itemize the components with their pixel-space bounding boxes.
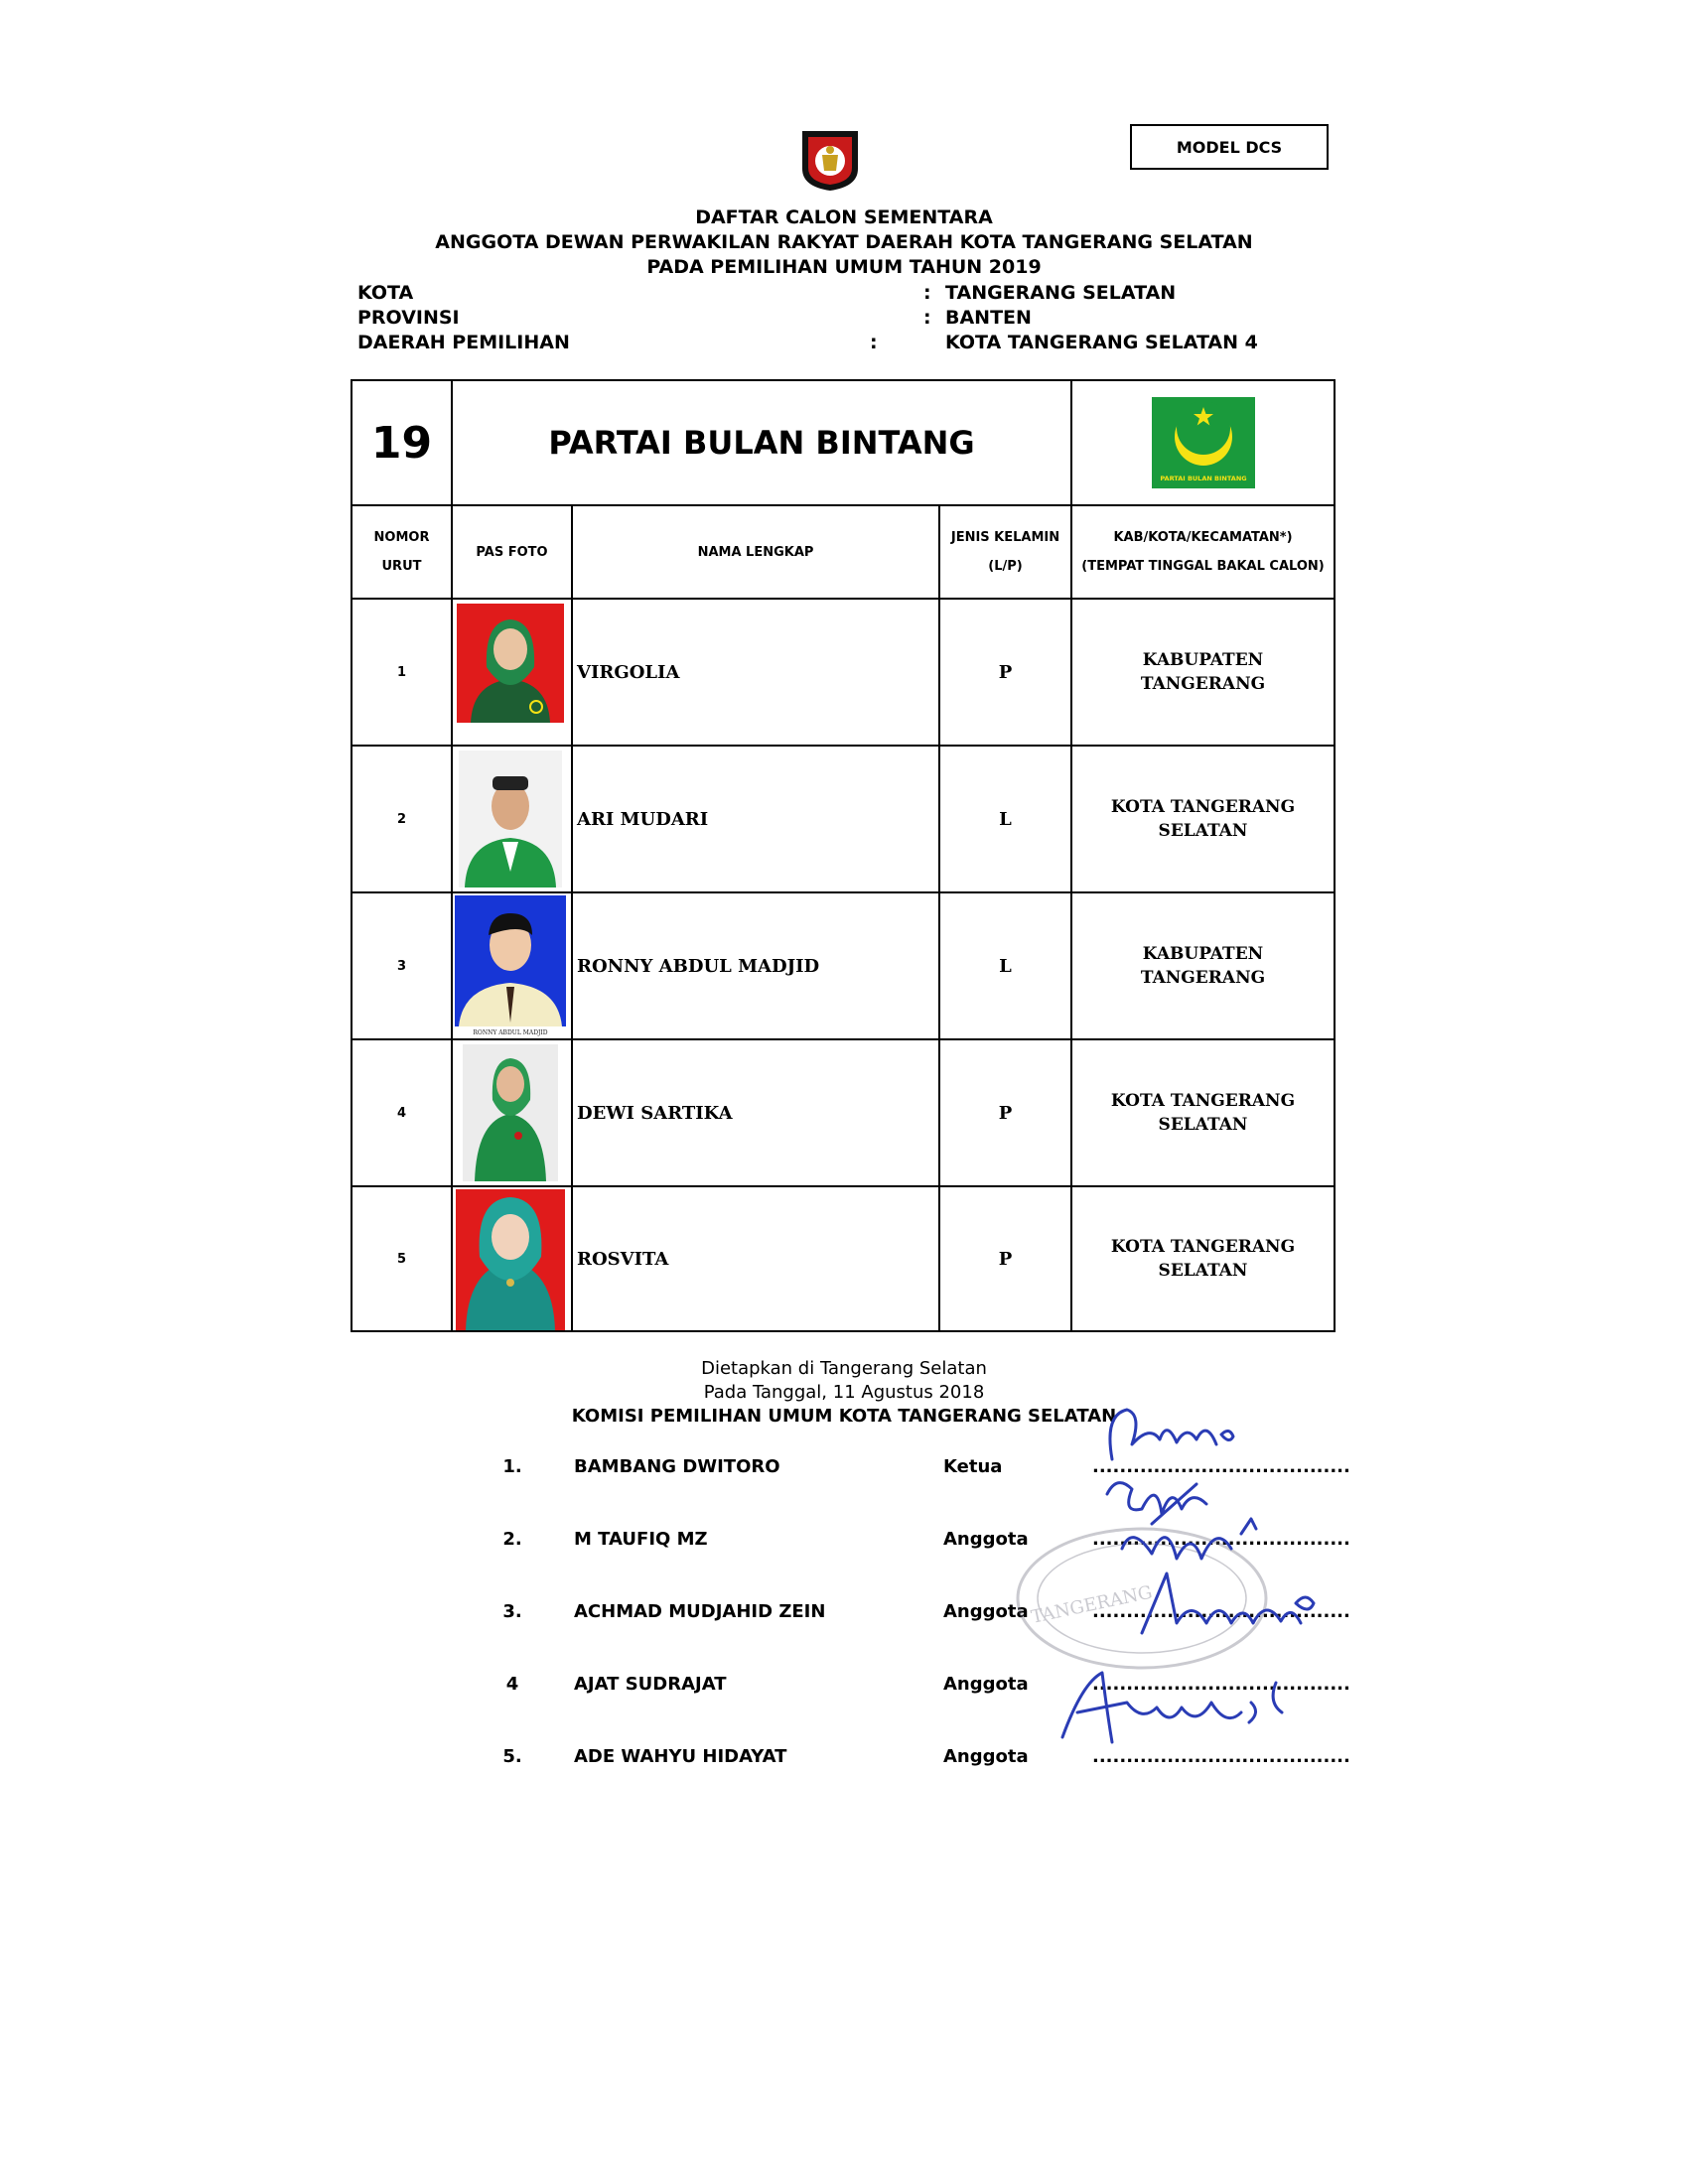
signatory-name: ACHMAD MUDJAHID ZEIN [574, 1601, 826, 1622]
info-label-kota: KOTA [357, 282, 414, 304]
party-name: PARTAI BULAN BINTANG [548, 424, 975, 462]
candidate-name: ARI MUDARI [577, 808, 709, 830]
candidate-sex: L [999, 808, 1012, 830]
signature-1 [1110, 1410, 1233, 1459]
signatory-role: Anggota [943, 1746, 1029, 1767]
header-kab-kota: KAB/KOTA/KECAMATAN*) [1113, 530, 1293, 545]
candidate-name: VIRGOLIA [577, 661, 680, 683]
candidate-number: 5 [396, 1251, 407, 1267]
model-dcs-label: MODEL DCS [1130, 124, 1329, 170]
footer-commission: KOMISI PEMILIHAN UMUM KOTA TANGERANG SELATAN [571, 1406, 1117, 1427]
candidate-number: 3 [396, 958, 407, 974]
candidate-number: 4 [396, 1105, 407, 1121]
official-stamp [1018, 1529, 1266, 1668]
header-pas-foto: PAS FOTO [476, 544, 548, 560]
footer-date: Pada Tanggal, 11 Agustus 2018 [703, 1382, 985, 1403]
signature-line: ...................................... [1092, 1456, 1350, 1477]
header-jenis-kelamin [940, 506, 1070, 598]
info-value-provinsi: BANTEN [945, 307, 1032, 329]
header-tempat-tinggal: (TEMPAT TINGGAL BAKAL CALON) [1081, 559, 1325, 574]
party-logo-cell [1072, 381, 1334, 504]
title-line-3: PADA PEMILIHAN UMUM TAHUN 2019 [646, 256, 1042, 278]
title-line-1: DAFTAR CALON SEMENTARA [695, 206, 993, 228]
info-label-dapil: DAERAH PEMILIHAN [357, 332, 570, 353]
header-nomor-urut [352, 506, 451, 598]
signature-line: ...................................... [1092, 1601, 1350, 1622]
signatory-role: Anggota [943, 1674, 1029, 1695]
signature-5 [1062, 1673, 1282, 1742]
signature-2 [1107, 1483, 1206, 1524]
candidate-address: KABUPATEN TANGERANG [1140, 944, 1266, 988]
photo-caption: RONNY ABDUL MADJID [473, 1029, 548, 1036]
party-logo [1152, 397, 1255, 488]
candidate-sex: P [998, 1248, 1013, 1270]
signatory-name: M TAUFIQ MZ [574, 1529, 708, 1550]
party-number: 19 [370, 417, 433, 469]
signatory-role: Anggota [943, 1529, 1029, 1550]
footer-place: Dietapkan di Tangerang Selatan [701, 1358, 987, 1379]
signatures-and-stamp [993, 1385, 1350, 1772]
info-colon: : [870, 332, 878, 353]
header-nama-lengkap: NAMA LENGKAP [697, 544, 814, 560]
info-value-dapil: KOTA TANGERANG SELATAN 4 [945, 332, 1258, 353]
header-urut: URUT [381, 559, 422, 574]
party-logo-text: PARTAI BULAN BINTANG [1159, 475, 1247, 482]
signatory-number: 2. [502, 1529, 522, 1550]
signatory-role: Ketua [943, 1456, 1003, 1477]
kpu-logo [796, 125, 864, 193]
info-label-provinsi: PROVINSI [357, 307, 460, 329]
signature-line: ...................................... [1092, 1746, 1350, 1767]
candidate-photo [463, 1044, 558, 1181]
candidate-name: ROSVITA [577, 1248, 669, 1270]
candidate-table [351, 379, 1336, 1332]
candidate-address: KOTA TANGERANG SELATAN [1110, 1237, 1296, 1281]
signatory-number: 1. [502, 1456, 522, 1477]
signatory-number: 4 [505, 1674, 519, 1695]
candidate-name: DEWI SARTIKA [577, 1102, 733, 1124]
signatory-role: Anggota [943, 1601, 1029, 1622]
candidate-photo [457, 604, 564, 723]
header-jenis-kelamin-text: JENIS KELAMIN [950, 530, 1060, 545]
signatory-name: AJAT SUDRAJAT [574, 1674, 727, 1695]
candidate-sex: P [998, 1102, 1013, 1124]
candidate-number: 2 [396, 811, 407, 827]
signature-line: ...................................... [1092, 1674, 1350, 1695]
header-nomor: NOMOR [373, 530, 430, 545]
signatory-name: ADE WAHYU HIDAYAT [574, 1746, 787, 1767]
signature-4 [1142, 1573, 1314, 1633]
candidate-photo [456, 1189, 565, 1330]
signatory-number: 3. [502, 1601, 522, 1622]
candidate-number: 1 [396, 664, 407, 680]
signatory-name: BAMBANG DWITORO [574, 1456, 780, 1477]
candidate-photo [459, 751, 562, 887]
candidate-name: RONNY ABDUL MADJID [577, 955, 820, 977]
signatory-number: 5. [502, 1746, 522, 1767]
candidate-sex: P [998, 661, 1013, 683]
candidate-address: KOTA TANGERANG SELATAN [1110, 797, 1296, 841]
info-colon: : [923, 282, 931, 304]
title-line-2: ANGGOTA DEWAN PERWAKILAN RAKYAT DAERAH KOTA TANGERANG SELATAN [435, 231, 1253, 253]
candidate-address: KOTA TANGERANG SELATAN [1110, 1091, 1296, 1135]
signature-line: ...................................... [1092, 1529, 1350, 1550]
header-lp: (L/P) [988, 559, 1023, 574]
stamp-text: TANGERANG [1029, 1581, 1155, 1628]
info-colon: : [923, 307, 931, 329]
info-value-kota: TANGERANG SELATAN [945, 282, 1177, 304]
candidate-address: KABUPATEN TANGERANG [1140, 650, 1266, 694]
header-alamat [1072, 506, 1334, 598]
candidate-photo [455, 895, 566, 1036]
candidate-sex: L [999, 955, 1012, 977]
